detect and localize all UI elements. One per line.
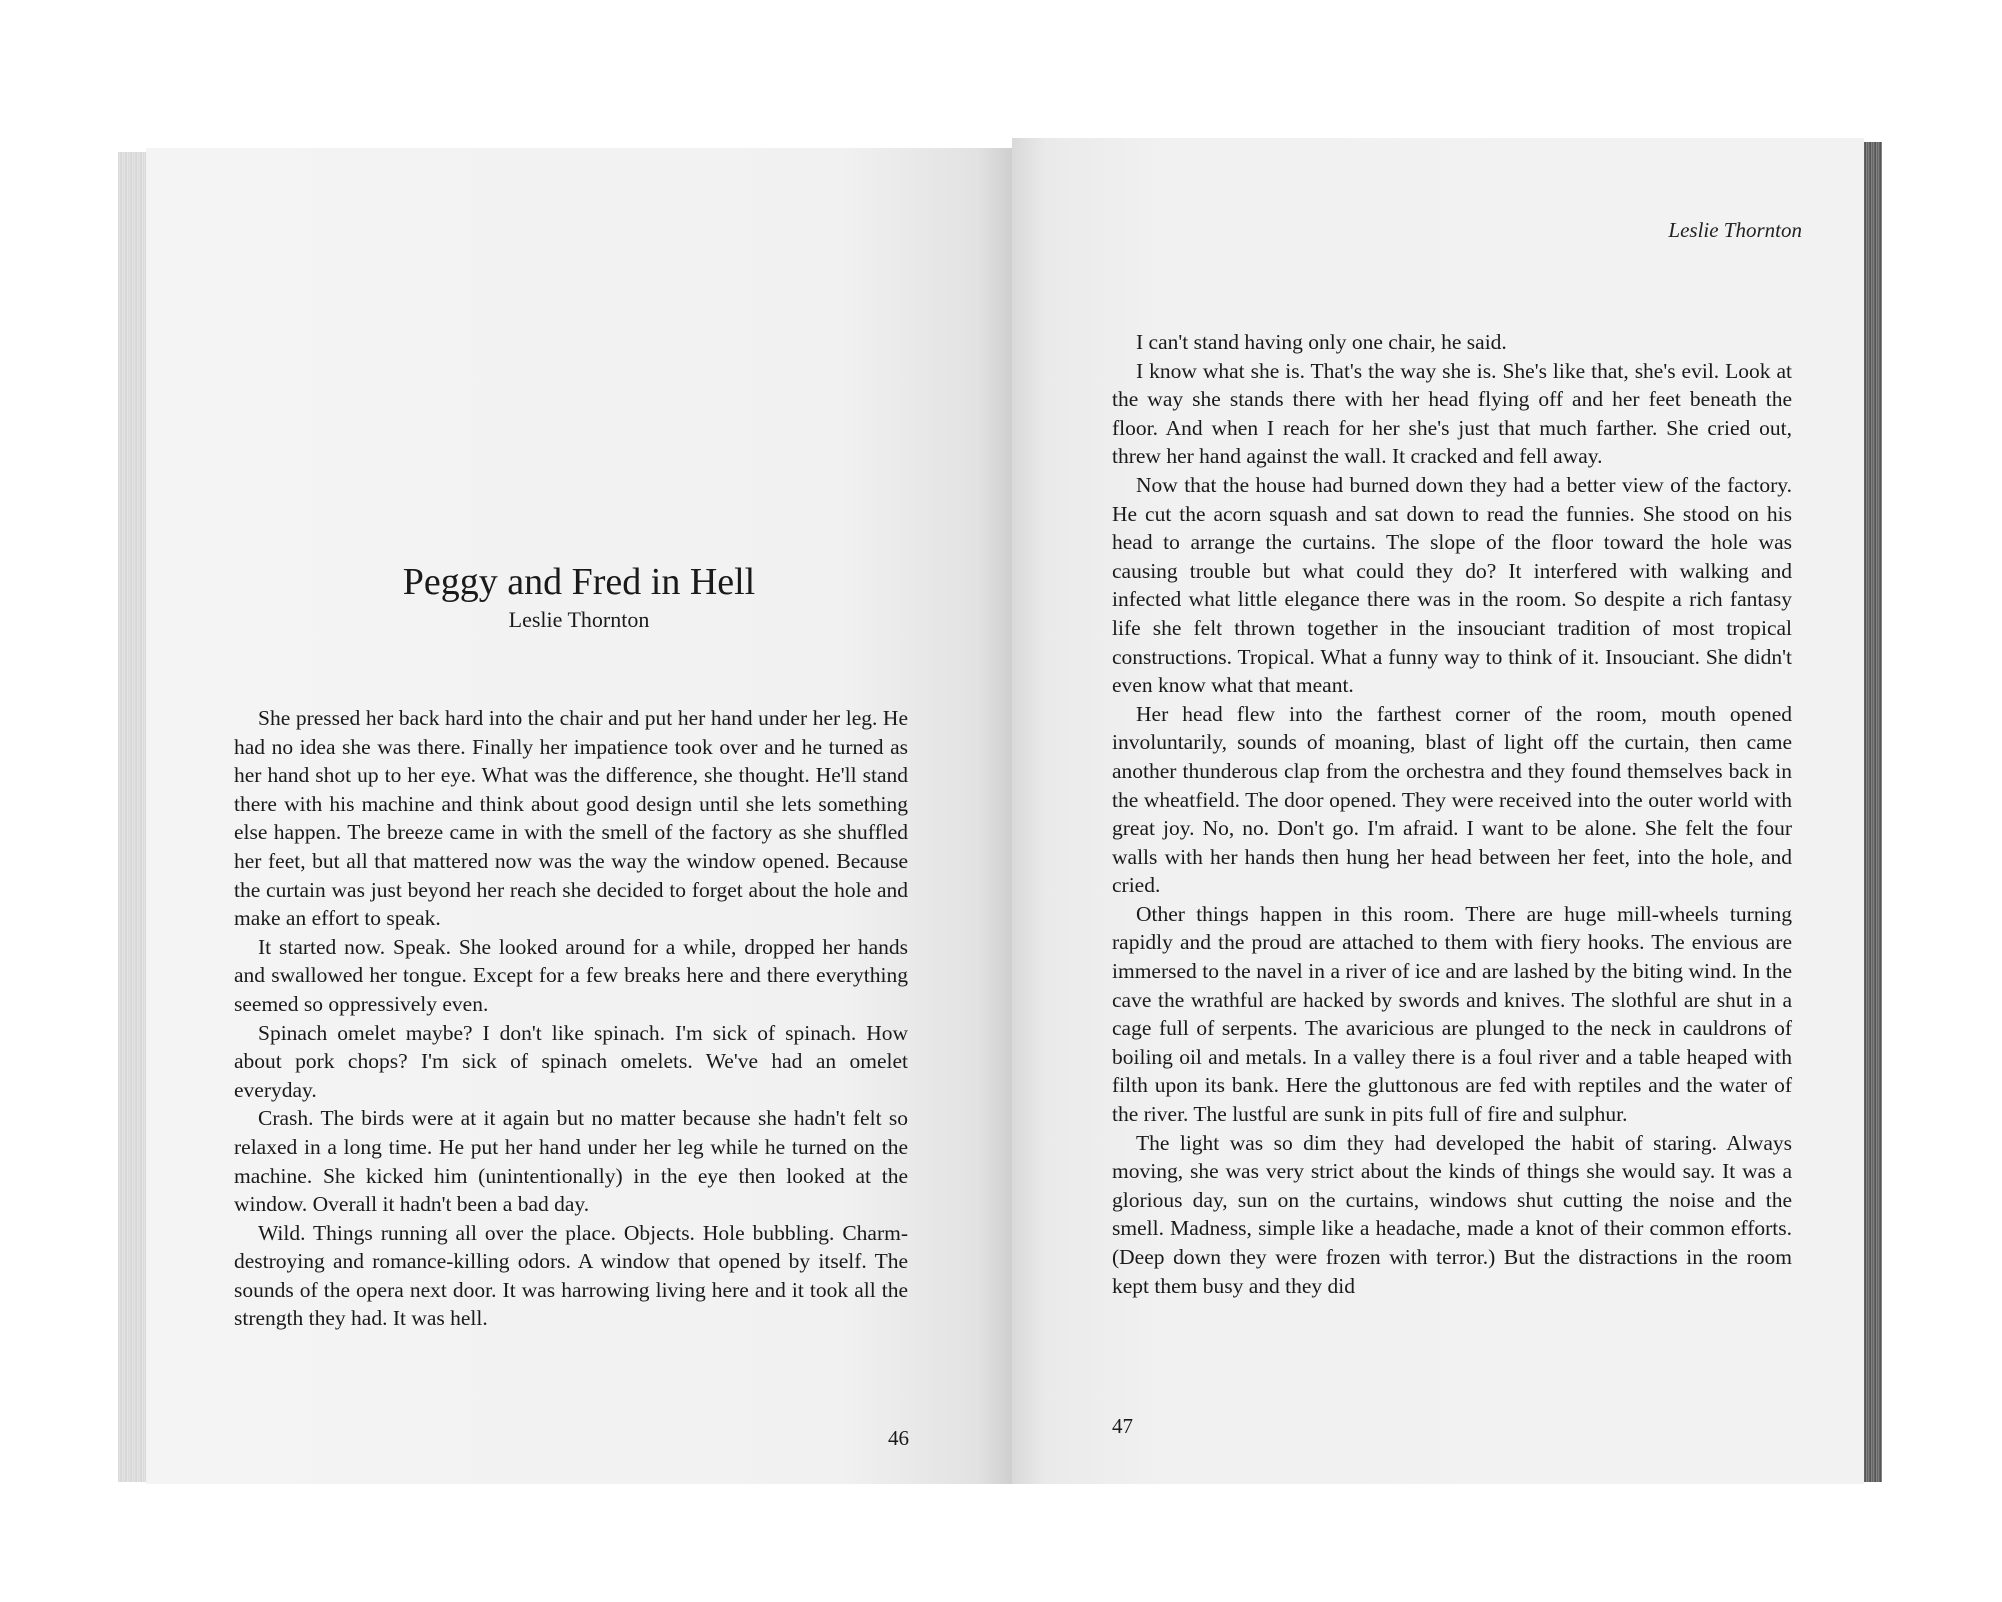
left-page-edges [118,152,146,1482]
paragraph: Spinach omelet maybe? I don't like spinach. I'm sick of spinach. How about pork chops? I'm sick of spinach omelets. We've had an omelet everyday. [234,1020,908,1102]
right-page [1012,138,1864,1484]
paragraph: Other things happen in this room. There are huge mill-wheels turning rapidly and the proud are attached to them with fiery hooks. The envious are immersed to the navel in a river of ice and are lashed by the biting wind. In the cave the wrathful are hacked by swords and knives. The slothful are shut in a cage full of serpents. The avaricious are plunged to the neck in cauldrons of boiling oil and metals. In a valley there is a foul river and a table heaped with filth upon its bank. Here the gluttonous are fed with reptiles and the water of the river. The lustful are sunk in pits full of fire and sulphur. [1112,901,1792,1127]
running-head: Leslie Thornton [1668,218,1802,242]
paragraph: I know what she is. That's the way she is. She's like that, she's evil. Look at the way she stands there with her head flying off and her feet beneath the floor. And when I reach for her she's just that much farther. She cried out, threw her hand against the wall. It cracked and fell away. [1112,358,1792,469]
paragraph: Wild. Things running all over the place. Objects. Hole bubbling. Charm-destroying and romance-killing odors. A window that opened by itself. The sounds of the opera next door. It was harrowing living here and it took all the strength they had. It was hell. [234,1220,908,1331]
right-body-text [1112,328,1792,1300]
page-number-left: 46 [888,1426,909,1450]
story-author: Leslie Thornton [508,607,650,632]
paragraph: Her head flew into the farthest corner of the room, mouth opened involuntarily, sounds of moaning, blast of light off the curtain, then came another thunderous clap from the orchestra and they found themselves back in the wheatfield. The door opened. They were received into the outer world with great joy. No, no. Don't go. I'm afraid. I want to be alone. She felt the four walls with her hands then hung her head between her feet, into the hole, and cried. [1112,701,1792,898]
story-title: Peggy and Fred in Hell [402,561,756,603]
right-page-edges [1862,142,1882,1482]
paragraph: The light was so dim they had developed the habit of staring. Always moving, she was very strict about the kinds of things she would say. It was a glorious day, sun on the curtains, windows shut cutting the noise and the smell. Madness, simple like a headache, made a knot of their common efforts. (Deep down they were frozen with terror.) But the distractions in the room kept them busy and they did [1112,1130,1792,1298]
left-body-text [234,704,908,1333]
paragraph: Crash. The birds were at it again but no matter because she hadn't felt so relaxed in a long time. He put her hand under her leg while he turned on the machine. She kicked him (unintentionally) in the eye then looked at the window. Overall it hadn't been a bad day. [234,1106,908,1217]
paragraph: Now that the house had burned down they had a better view of the factory. He cut the acorn squash and sat down to read the funnies. She stood on his head to arrange the curtains. The slope of the floor toward the hole was causing trouble but what could they do? It interfered with walking and infected what little elegance there was in the room. So despite a rich fantasy life she felt thrown together in the insouciant tradition of most tropical constructions. Tropical. What a funny way to think of it. Insouciant. She didn't even know what that meant. [1112,472,1792,698]
left-page [146,148,1012,1484]
page-number-right: 47 [1112,1414,1133,1438]
paragraph: I can't stand having only one chair, he said. [1136,330,1507,354]
paragraph: She pressed her back hard into the chair and put her hand under her leg. He had no idea she was there. Finally her impatience took over and he turned as her hand shot up to her eye. What was the difference, she thought. He'll stand there with his machine and think about good design until she lets something else happen. The breeze came in with the smell of the factory as she shuffled her feet, but all that mattered now was the way the window opened. Because the curtain was just beyond her reach she decided to forget about the hole and make an effort to speak. [234,706,908,931]
paragraph: It started now. Speak. She looked around for a while, dropped her hands and swallowed her tongue. Except for a few breaks here and there everything seemed so oppressively even. [234,934,908,1016]
title-block [146,560,1012,634]
